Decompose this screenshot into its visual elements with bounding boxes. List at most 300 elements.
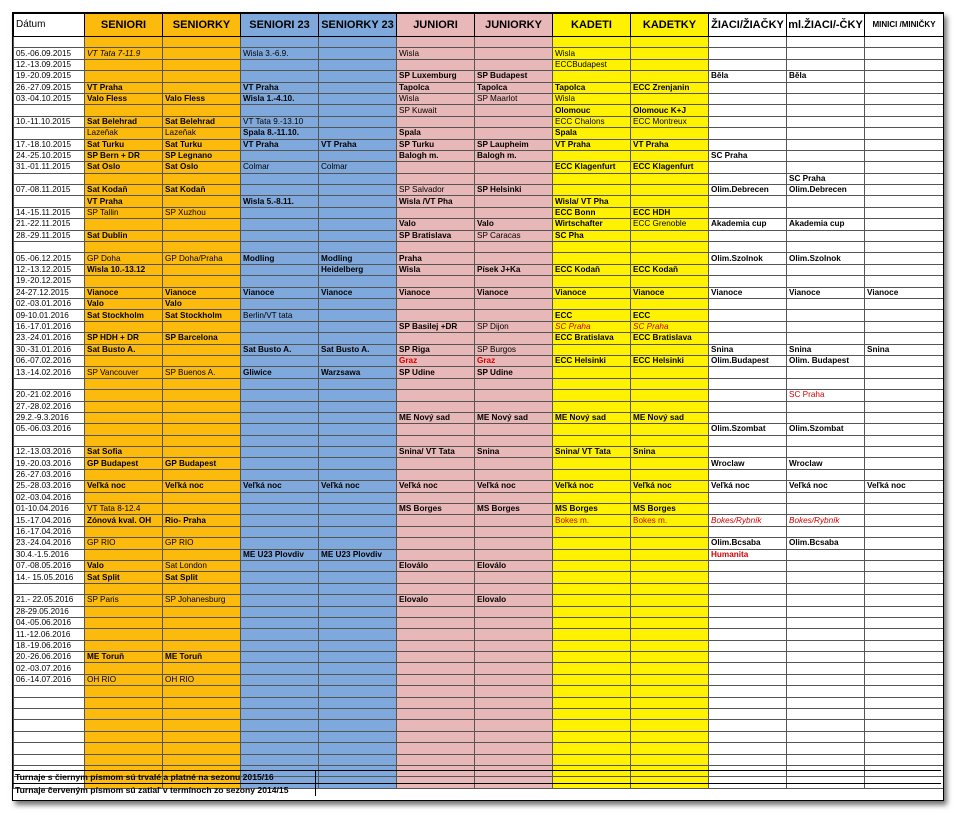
event-cell [397, 276, 475, 287]
event-cell [397, 720, 475, 731]
event-cell: Veľká noc [319, 481, 397, 492]
date-cell [14, 378, 85, 389]
date-cell: 02.-03.07.2016 [14, 663, 85, 674]
note-red-text-label: Turnaje červeným písmom sú zatiaľ v termínoch zo sezony 2014/15 [15, 784, 316, 796]
event-cell [631, 128, 709, 139]
event-cell: Spala 8.-11.10. [241, 128, 319, 139]
event-cell [787, 48, 865, 59]
event-cell: OH RIO [85, 674, 163, 685]
event-cell [865, 128, 944, 139]
event-cell [631, 37, 709, 48]
event-cell [85, 435, 163, 446]
event-cell: Běla [709, 71, 787, 82]
event-cell [241, 640, 319, 651]
event-cell [397, 37, 475, 48]
event-cell [241, 583, 319, 594]
event-cell [709, 82, 787, 93]
event-cell [553, 492, 631, 503]
event-cell [865, 629, 944, 640]
event-cell [163, 686, 241, 697]
table-row [14, 731, 944, 742]
event-cell [709, 321, 787, 332]
table-row [14, 378, 944, 389]
event-cell [787, 674, 865, 685]
event-cell [85, 697, 163, 708]
event-cell: Spala [397, 128, 475, 139]
event-cell [397, 378, 475, 389]
event-cell [319, 71, 397, 82]
event-cell [241, 629, 319, 640]
event-cell: Tapolca [553, 82, 631, 93]
event-cell [85, 720, 163, 731]
event-cell: GP Budapest [85, 458, 163, 469]
event-cell: Modling [241, 253, 319, 264]
event-cell: Zónová kval. OH [85, 515, 163, 526]
event-cell: MS Borges [553, 504, 631, 515]
event-cell [397, 663, 475, 674]
event-cell [865, 663, 944, 674]
event-cell: Vianoce [553, 287, 631, 298]
event-cell: ECC Bratislava [553, 333, 631, 344]
event-cell: SP Turku [397, 139, 475, 150]
date-cell: 19.-20.12.2015 [14, 276, 85, 287]
event-cell [865, 116, 944, 127]
table-row [14, 287, 944, 298]
event-cell [631, 583, 709, 594]
event-cell: Snina [709, 344, 787, 355]
event-cell: MS Borges [631, 504, 709, 515]
event-cell: ME Toruň [85, 652, 163, 663]
event-cell [865, 652, 944, 663]
event-cell: VT Tata 7-11.9 [85, 48, 163, 59]
event-cell [865, 640, 944, 651]
event-cell: Bokes m. [553, 515, 631, 526]
event-cell [787, 298, 865, 309]
table-row [14, 583, 944, 594]
event-cell [397, 333, 475, 344]
event-cell [163, 583, 241, 594]
event-cell [865, 219, 944, 230]
event-cell [631, 150, 709, 161]
event-cell [631, 196, 709, 207]
event-cell [865, 355, 944, 366]
event-cell [787, 128, 865, 139]
table-row [14, 469, 944, 480]
event-cell [475, 640, 553, 651]
event-cell [709, 492, 787, 503]
date-cell: 30.-31.01.2016 [14, 344, 85, 355]
event-cell [553, 731, 631, 742]
event-cell [163, 105, 241, 116]
table-row [14, 560, 944, 571]
event-cell [631, 663, 709, 674]
event-cell [709, 469, 787, 480]
event-cell [475, 469, 553, 480]
event-cell [397, 606, 475, 617]
header-juniorky: JUNIORKY [475, 14, 553, 37]
event-cell: Eloválo [475, 560, 553, 571]
event-cell: GP Budapest [163, 458, 241, 469]
table-row [14, 264, 944, 275]
event-cell: VT Praha [319, 139, 397, 150]
event-cell [865, 173, 944, 184]
event-cell: Olim.Szolnok [709, 253, 787, 264]
date-cell: 24.-25.10.2015 [14, 150, 85, 161]
event-cell [865, 185, 944, 196]
event-cell [475, 116, 553, 127]
event-cell [475, 652, 553, 663]
event-cell [787, 697, 865, 708]
event-cell [709, 640, 787, 651]
event-cell [85, 378, 163, 389]
table-row [14, 355, 944, 366]
event-cell [241, 435, 319, 446]
event-cell [787, 549, 865, 560]
date-cell: 06.-07.02.2016 [14, 355, 85, 366]
event-cell [865, 310, 944, 321]
event-cell: Veľká noc [163, 481, 241, 492]
table-row [14, 435, 944, 446]
date-cell [14, 196, 85, 207]
event-cell [163, 321, 241, 332]
event-cell: SP Caracas [475, 230, 553, 241]
event-cell [787, 116, 865, 127]
event-cell: Wisla [553, 93, 631, 104]
event-cell [553, 606, 631, 617]
event-cell [709, 298, 787, 309]
event-cell [397, 492, 475, 503]
event-cell [475, 378, 553, 389]
event-cell: VT Praha [85, 196, 163, 207]
event-cell [163, 731, 241, 742]
event-cell [397, 458, 475, 469]
event-cell [475, 207, 553, 218]
event-cell [319, 333, 397, 344]
event-cell [319, 560, 397, 571]
event-cell [865, 139, 944, 150]
event-cell [397, 424, 475, 435]
event-cell: MS Borges [397, 504, 475, 515]
event-cell [241, 105, 319, 116]
event-cell [85, 173, 163, 184]
event-cell [553, 709, 631, 720]
event-cell [241, 492, 319, 503]
event-cell: Berlin/VT tata [241, 310, 319, 321]
event-cell [85, 242, 163, 253]
date-cell: 11.-12.06.2016 [14, 629, 85, 640]
event-cell: VT Tata 9.-13.10 [241, 116, 319, 127]
event-cell [553, 37, 631, 48]
event-cell [85, 424, 163, 435]
event-cell [241, 663, 319, 674]
event-cell: ME Toruň [163, 652, 241, 663]
date-cell: 31.-01.11.2015 [14, 162, 85, 173]
event-cell: SC Praha [709, 150, 787, 161]
date-cell [14, 105, 85, 116]
event-cell: Heidelberg [319, 264, 397, 275]
event-cell: Veľká noc [397, 481, 475, 492]
event-cell: MS Borges [475, 504, 553, 515]
event-cell [85, 469, 163, 480]
event-cell: Veľká noc [787, 481, 865, 492]
event-cell [163, 219, 241, 230]
date-cell: 05.-06.12.2015 [14, 253, 85, 264]
event-cell [397, 709, 475, 720]
event-cell [163, 743, 241, 754]
event-cell [319, 82, 397, 93]
note-black-text-label: Turnaje s čiernym písmom sú trvalé a platné na sezonu 2015/16 [15, 771, 316, 783]
event-cell [865, 105, 944, 116]
date-cell: 19.-20.09.2015 [14, 71, 85, 82]
event-cell [865, 424, 944, 435]
event-cell [475, 526, 553, 537]
event-cell: SP Dijon [475, 321, 553, 332]
event-cell [85, 492, 163, 503]
event-cell [865, 71, 944, 82]
event-cell [631, 629, 709, 640]
event-cell [553, 367, 631, 378]
event-cell [709, 663, 787, 674]
event-cell: ECC Klagenfurt [553, 162, 631, 173]
date-cell: 16.-17.04.2016 [14, 526, 85, 537]
event-cell: SP Udine [475, 367, 553, 378]
event-cell [709, 412, 787, 423]
date-cell: 05.-06.09.2015 [14, 48, 85, 59]
date-cell: 05.-06.03.2016 [14, 424, 85, 435]
event-cell: Akademia cup [787, 219, 865, 230]
table-row [14, 59, 944, 70]
event-cell: Wisla [397, 264, 475, 275]
table-row [14, 481, 944, 492]
event-cell: SP Burgos [475, 344, 553, 355]
event-cell: OH RIO [163, 674, 241, 685]
event-cell: Vianoce [865, 287, 944, 298]
event-cell [865, 321, 944, 332]
event-cell: Sat London [163, 560, 241, 571]
event-cell: Veľká noc [85, 481, 163, 492]
event-cell [553, 173, 631, 184]
date-cell: 29.2.-9.3.2016 [14, 412, 85, 423]
event-cell: Colmar [241, 162, 319, 173]
schedule-body [14, 37, 944, 789]
event-cell [319, 743, 397, 754]
event-cell [709, 652, 787, 663]
event-cell: ME Nový sad [397, 412, 475, 423]
event-cell [163, 424, 241, 435]
event-cell [709, 606, 787, 617]
event-cell: Olim.Debrecen [709, 185, 787, 196]
event-cell [85, 629, 163, 640]
header-seniorky: SENIORKY [163, 14, 241, 37]
event-cell [163, 504, 241, 515]
event-cell [319, 674, 397, 685]
event-cell [475, 709, 553, 720]
event-cell [163, 640, 241, 651]
event-cell [475, 538, 553, 549]
event-cell [787, 640, 865, 651]
table-row [14, 401, 944, 412]
date-cell [14, 37, 85, 48]
event-cell [319, 321, 397, 332]
event-cell [865, 504, 944, 515]
event-cell [631, 276, 709, 287]
event-cell [241, 321, 319, 332]
event-cell [865, 538, 944, 549]
header-seniorky-23: SENIORKY 23 [319, 14, 397, 37]
date-cell: 20.-26.06.2016 [14, 652, 85, 663]
header-kadetky: KADETKY [631, 14, 709, 37]
date-cell: 07.-08.05.2016 [14, 560, 85, 571]
event-cell [787, 264, 865, 275]
event-cell [631, 253, 709, 264]
event-cell [709, 173, 787, 184]
event-cell [163, 355, 241, 366]
date-cell: 19.-20.03.2016 [14, 458, 85, 469]
event-cell [709, 709, 787, 720]
event-cell: Sat Busto A. [85, 344, 163, 355]
event-cell [241, 652, 319, 663]
event-cell [241, 242, 319, 253]
event-cell: Bokes/Rybník [787, 515, 865, 526]
event-cell [319, 595, 397, 606]
event-cell: Vianoce [241, 287, 319, 298]
event-cell [397, 242, 475, 253]
event-cell [475, 390, 553, 401]
table-row [14, 515, 944, 526]
event-cell [397, 59, 475, 70]
table-row [14, 116, 944, 127]
event-cell: GP Doha [85, 253, 163, 264]
event-cell [163, 720, 241, 731]
date-cell: 10.-11.10.2015 [14, 116, 85, 127]
event-cell [787, 709, 865, 720]
date-cell [14, 697, 85, 708]
date-cell: 18.-19.06.2016 [14, 640, 85, 651]
event-cell [475, 242, 553, 253]
event-cell [709, 367, 787, 378]
event-cell: VT Praha [553, 139, 631, 150]
event-cell [397, 640, 475, 651]
event-cell [319, 219, 397, 230]
date-cell: 21.-22.11.2015 [14, 219, 85, 230]
event-cell: Sat Turku [163, 139, 241, 150]
event-cell [709, 435, 787, 446]
event-cell [865, 458, 944, 469]
event-cell [397, 390, 475, 401]
event-cell [241, 560, 319, 571]
event-cell [787, 754, 865, 765]
event-cell: Veľká noc [709, 481, 787, 492]
event-cell [787, 686, 865, 697]
event-cell [709, 447, 787, 458]
event-cell: Sat Split [163, 572, 241, 583]
event-cell [319, 105, 397, 116]
event-cell [865, 686, 944, 697]
event-cell: GP RIO [85, 538, 163, 549]
event-cell [163, 663, 241, 674]
date-cell: 12.-13.09.2015 [14, 59, 85, 70]
event-cell [709, 390, 787, 401]
event-cell [397, 572, 475, 583]
event-cell [397, 116, 475, 127]
event-cell [475, 128, 553, 139]
header-minici: MINICI /MINIČKY [865, 14, 944, 37]
date-cell [14, 173, 85, 184]
event-cell [241, 355, 319, 366]
table-row [14, 549, 944, 560]
event-cell [865, 207, 944, 218]
event-cell [865, 82, 944, 93]
event-cell [631, 743, 709, 754]
date-cell [14, 754, 85, 765]
event-cell [397, 686, 475, 697]
event-cell [241, 515, 319, 526]
schedule-table [13, 13, 944, 789]
event-cell [709, 572, 787, 583]
event-cell [475, 59, 553, 70]
event-cell [553, 697, 631, 708]
table-row [14, 447, 944, 458]
event-cell [241, 401, 319, 412]
event-cell [241, 207, 319, 218]
event-cell [475, 754, 553, 765]
event-cell [475, 173, 553, 184]
event-cell: Sat Belehrad [163, 116, 241, 127]
event-cell [163, 59, 241, 70]
table-row [14, 754, 944, 765]
event-cell: GP Doha/Praha [163, 253, 241, 264]
date-cell: 02.-03.01.2016 [14, 298, 85, 309]
event-cell [553, 344, 631, 355]
event-cell [631, 709, 709, 720]
event-cell: Wisla 3.-6.9. [241, 48, 319, 59]
event-cell [553, 583, 631, 594]
event-cell [787, 230, 865, 241]
event-cell: SP Salvador [397, 185, 475, 196]
event-cell [631, 549, 709, 560]
event-cell: Graz [397, 355, 475, 366]
event-cell [85, 549, 163, 560]
event-cell: Veľká noc [475, 481, 553, 492]
event-cell [553, 150, 631, 161]
date-cell [14, 686, 85, 697]
table-row [14, 207, 944, 218]
event-cell [865, 276, 944, 287]
event-cell [475, 743, 553, 754]
date-cell: 28-29.05.2016 [14, 606, 85, 617]
schedule-sheet [12, 12, 944, 801]
event-cell [787, 743, 865, 754]
event-cell: Snina [865, 344, 944, 355]
table-row [14, 230, 944, 241]
table-row [14, 629, 944, 640]
event-cell [163, 82, 241, 93]
event-cell [319, 492, 397, 503]
event-cell: Balogh m. [397, 150, 475, 161]
event-cell [163, 469, 241, 480]
event-cell: Sat Belehrad [85, 116, 163, 127]
event-cell [397, 617, 475, 628]
date-cell: 04.-05.06.2016 [14, 617, 85, 628]
event-cell [319, 709, 397, 720]
date-cell: 23.-24.01.2016 [14, 333, 85, 344]
date-cell: 06.-14.07.2016 [14, 674, 85, 685]
event-cell: Sat Sofia [85, 447, 163, 458]
event-cell [865, 390, 944, 401]
event-cell: SP Kuwait [397, 105, 475, 116]
table-row [14, 526, 944, 537]
event-cell: Vianoce [475, 287, 553, 298]
